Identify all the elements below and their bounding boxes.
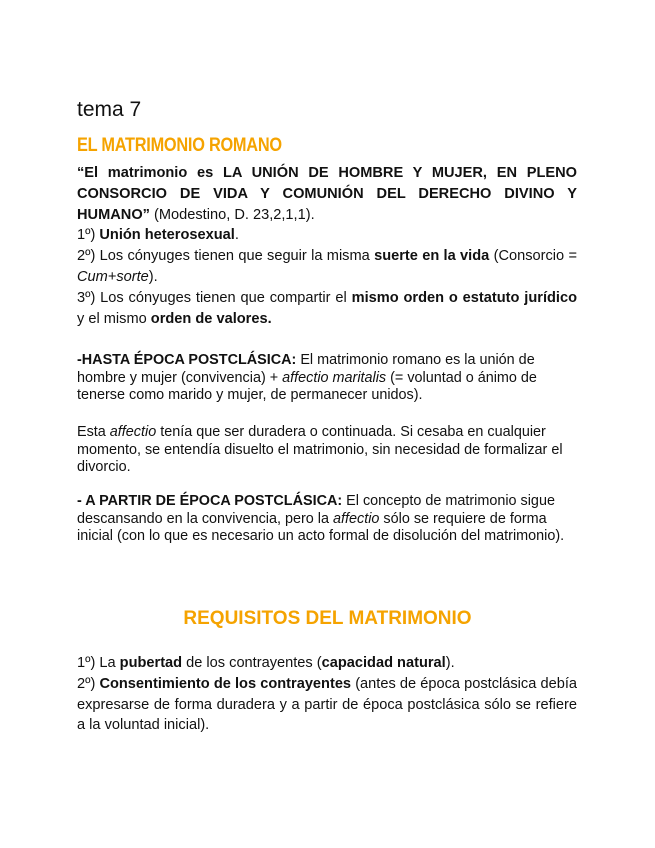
apartir-bold: - A PARTIR DE ÉPOCA POSTCLÁSICA:	[77, 493, 343, 509]
item3-bold1: mismo orden o estatuto jurídico	[351, 289, 577, 306]
apartir-paragraph	[77, 493, 577, 546]
req1-text3: ).	[445, 655, 455, 671]
req1-bold2: capacidad natural	[321, 655, 446, 671]
hasta-italic: affectio maritalis	[282, 369, 387, 386]
hasta-bold: -HASTA ÉPOCA POSTCLÁSICA:	[77, 352, 297, 368]
req1-text1: 1º) La	[77, 655, 120, 671]
item1-prefix: 1º)	[77, 227, 100, 244]
hasta-text1: El matrimonio romano es la unión de hombre y mujer (convivencia) +	[77, 352, 535, 386]
esta-italic: affectio	[109, 424, 157, 440]
item1-suffix: .	[234, 227, 239, 244]
req1-bold1: pubertad	[119, 655, 183, 671]
item2-text1: 2º) Los cónyuges tienen que seguir la misma	[77, 248, 375, 265]
esta-paragraph	[77, 424, 577, 477]
requisitos-title: REQUISITOS DEL MATRIMONIO	[183, 608, 472, 629]
item3-text1: 3º) Los cónyuges tienen que compartir el	[77, 289, 352, 306]
apartir-text2: sólo se requiere de forma inicial (con lo que es necesario un acto formal de disolución del matrimonio).	[77, 510, 565, 545]
req2-text1: 2º)	[77, 675, 100, 692]
requisitos-block	[77, 653, 577, 736]
esta-text2: tenía que ser duradera o continuada. Si cesaba en cualquier momento, se entendía disuelto el matrimonio, sin necesidad de formalizar el divorcio.	[77, 424, 563, 476]
apartir-text1: El concepto de matrimonio sigue descansando en la convivencia, pero la	[77, 493, 555, 527]
item2-italic: Cum+sorte	[77, 268, 149, 285]
definition-citation: (Modestino, D. 23,2,1,1).	[149, 206, 315, 223]
definition-block	[77, 163, 577, 329]
item2-bold: suerte en la vida	[374, 248, 490, 265]
hasta-text2: (= voluntad o ánimo de tenerse como marido y mujer, de permanecer unidos).	[77, 369, 537, 404]
definition-quote: “El matrimonio es LA UNIÓN DE HOMBRE Y MUJER, EN PLENO CONSORCIO DE VIDA Y COMUNIÓN DEL DERECHO DIVINO Y HUMANO”	[77, 165, 577, 223]
unit-label: tema 7	[77, 98, 142, 121]
item3-text2: y el mismo	[77, 310, 151, 327]
item2-text2: (Consorcio =	[489, 248, 577, 265]
item1-bold: Unión heterosexual	[99, 227, 235, 244]
item3-bold2: orden de valores.	[150, 310, 272, 327]
req2-bold: Consentimiento de los contrayentes	[99, 675, 352, 692]
req2-text2: (antes de época postclásica debía expresarse de forma duradera y a partir de época postclásica sólo se refiere a la voluntad inicial).	[77, 675, 577, 734]
hasta-paragraph	[77, 352, 577, 405]
item2-text3: ).	[148, 268, 158, 285]
req1-text2: de los contrayentes (	[182, 655, 322, 671]
apartir-italic: affectio	[333, 510, 380, 527]
section-title: EL MATRIMONIO ROMANO	[77, 135, 282, 156]
esta-text1: Esta	[77, 424, 110, 440]
